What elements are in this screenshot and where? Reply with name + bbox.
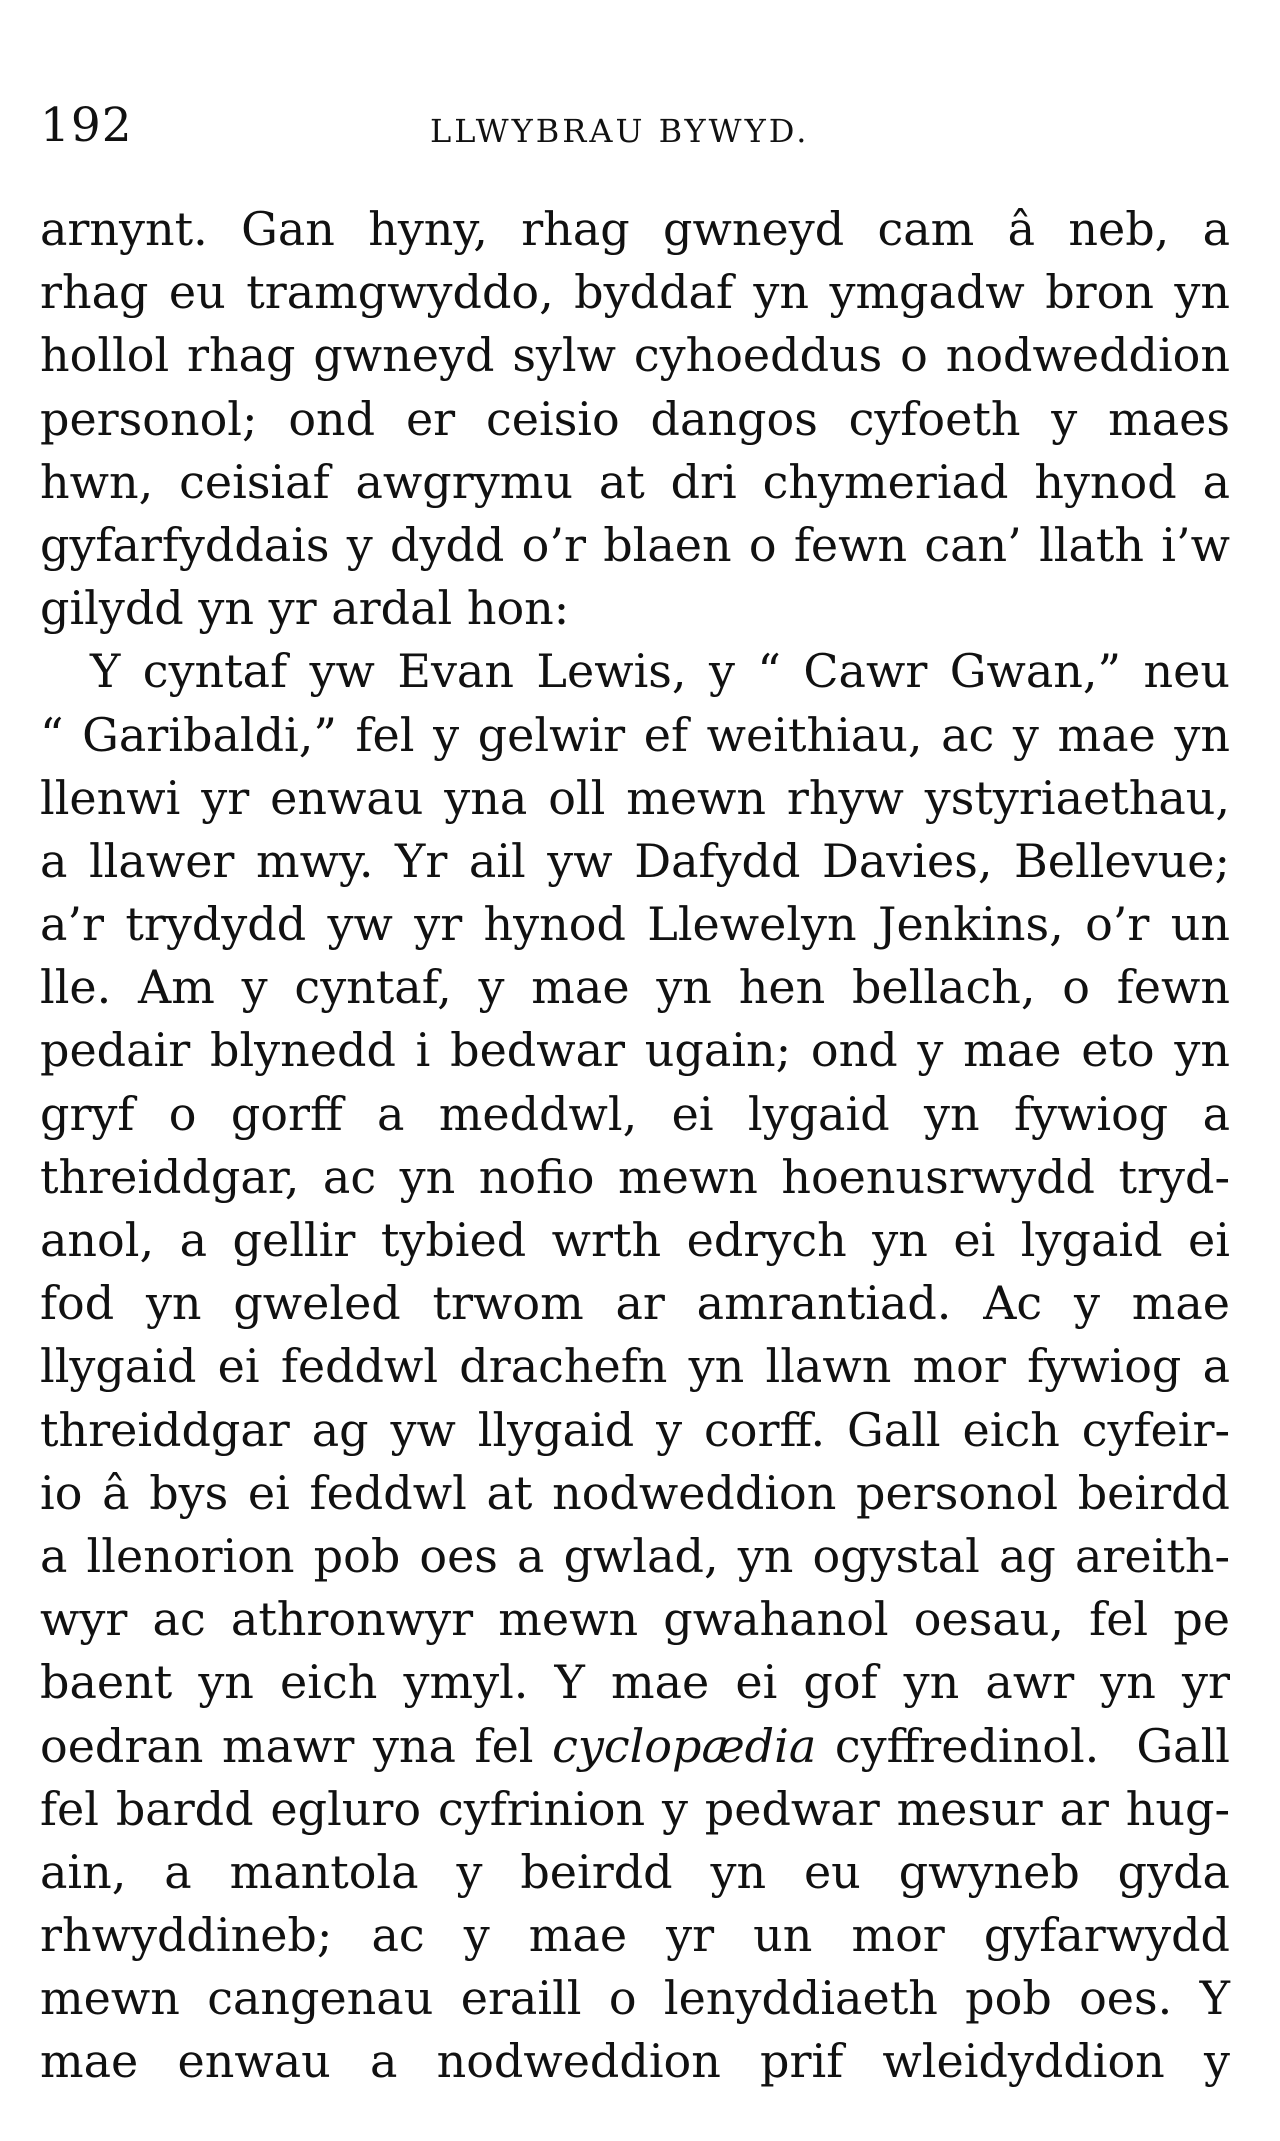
text-line: personol; ond er ceisio dangos cyfoeth y maes [40,391,1230,446]
text-line: gyfarfyddais y dydd o’r blaen o fewn can’ llath i’w [40,517,1230,572]
running-title: LLWYBRAU BYWYD. [430,112,810,150]
text-line: rhwyddineb; ac y mae yr un mor gyfarwydd [40,1908,1230,1963]
text-line: fel bardd egluro cyfrinion y pedwar mesur ar hug- [40,1781,1230,1836]
text-line: threiddgar, ac yn nofio mewn hoenusrwydd tryd- [40,1149,1230,1204]
text-line: baent yn eich ymyl. Y mae ei gof yn awr yn yr [40,1655,1230,1710]
text-line: mewn cangenau eraill o lenyddiaeth pob oes. Y [40,1971,1230,2026]
text-line: threiddgar ag yw llygaid y corff. Gall eich cyfeir- [40,1402,1230,1457]
text-line: hollol rhag gwneyd sylw cyhoeddus o nodweddion [40,328,1230,383]
page-number: 192 [40,98,133,153]
text-line: a llenorion pob oes a gwlad, yn ogystal ag areith- [40,1528,1230,1583]
text-line: io â bys ei feddwl at nodweddion personol beirdd [40,1465,1230,1520]
text-line: arnynt. Gan hyny, rhag gwneyd cam â neb, a [40,202,1230,256]
text-line: “ Garibaldi,” fel y gelwir ef weithiau, ac y mae yn [40,707,1230,762]
text-line-with-italic [40,1715,1230,1778]
text-line: wyr ac athronwyr mewn gwahanol oesau, fel pe [40,1592,1230,1647]
italic-term: cyclopædia [552,1718,817,1773]
text-line: mae enwau a nodweddion prif wleidyddion y [40,2034,1230,2089]
text-line: hwn, ceisiaf awgrymu at dri chymeriad hynod a [40,454,1230,509]
text-line: lle. Am y cyntaf, y mae yn hen bellach, o fewn [40,960,1230,1015]
text-line: llygaid ei feddwl drachefn yn llawn mor fywiog a [40,1339,1230,1394]
text-line: a llawer mwy. Yr ail yw Dafydd Davies, Bellevue; [40,833,1230,888]
text-line: gilydd yn yr ardal hon: [40,581,570,636]
text-line: ain, a mantola y beirdd yn eu gwyneb gyda [40,1844,1230,1899]
body-text [40,198,1230,2094]
text-line: llenwi yr enwau yna oll mewn rhyw ystyriaethau, [40,770,1230,825]
text-line: anol, a gellir tybied wrth edrych yn ei lygaid ei [40,1213,1230,1267]
text-line: a’r trydydd yw yr hynod Llewelyn Jenkins, o’r un [40,897,1230,952]
paragraph-start-line: Y cyntaf yw Evan Lewis, y “ Cawr Gwan,” neu [90,644,1230,699]
text-line: fod yn gweled trwom ar amrantiad. Ac y mae [40,1276,1230,1331]
text-line: gryf o gorff a meddwl, ei lygaid yn fywiog a [40,1086,1230,1141]
text-line: rhag eu tramgwyddo, byddaf yn ymgadw bron yn [40,265,1230,320]
text-line: pedair blynedd i bedwar ugain; ond y mae eto yn [40,1023,1230,1078]
text-segment: oedran mawr yna fel [40,1718,553,1773]
page-header [40,98,1230,168]
text-segment: cyffredinol. Gall [816,1718,1231,1773]
